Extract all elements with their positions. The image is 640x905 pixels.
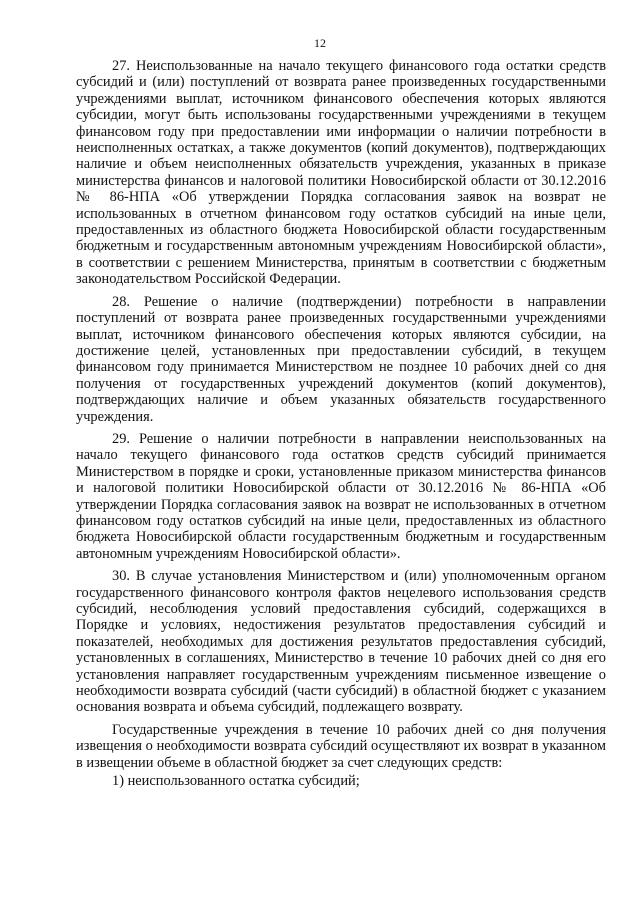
- list-item-1: 1) неиспользованного остатка субсидий;: [112, 773, 360, 790]
- paragraph-28: 28. Решение о наличие (подтверждении) потребности в направлении поступлений от возврата ранее произведенных государственными учреждениями выплат, источником финансового обеспечения которых являются субсидии, на достижение целей, установленных при предоставлении субсидий, в текущем финансовом году принимается Министерством не позднее 10 рабочих дней со дня получения от государственных учреждений документов (копий документов), подтверждающих наличие и объем указанных обязательств государственного учреждения.: [76, 293, 606, 425]
- page-number: 12: [314, 36, 326, 50]
- document-body: [76, 58, 606, 795]
- paragraph-29: 29. Решение о наличии потребности в направлении неиспользованных на начало текущего финансового года остатков средств субсидий принимается Министерством в порядке и сроки, установленные приказом министерства финансов и налоговой политики Новосибирской области от 30.12.2016 № 86-НПА «Об утверждении Порядка согласования заявок на возврат не использованных в отчетном финансовом году остатков субсидий на иные цели, предоставленных из областного бюджета Новосибирской области государственным бюджетным и государственным автономным учреждениям Новосибирской области».: [76, 430, 606, 562]
- paragraph-30: 30. В случае установления Министерством и (или) уполномоченным органом государственного финансового контроля фактов нецелевого использования средств субсидий, несоблюдения условий предоставления субсидий, содержащихся в Порядке и условиях, недостижения результатов предоставления субсидий и показателей, необходимых для достижения результатов предоставления субсидий, установленных в соглашениях, Министерство в течение 10 рабочих дней со дня его установления направляет государственным учреждениям письменное извещение о необходимости возврата субсидий (части субсидий) в областной бюджет с указанием основания возврата и объема субсидий, подлежащего возврату.: [76, 568, 606, 716]
- paragraph-return-terms: Государственные учреждения в течение 10 рабочих дней со дня получения извещения о необходимости возврата субсидий осуществляют их возврат в указанном в извещении объеме в областной бюджет за счет следующих средств:: [76, 721, 606, 771]
- paragraph-27: 27. Неиспользованные на начало текущего финансового года остатки средств субсидий и (или) поступлений от возврата ранее произведенных государственными учреждениями выплат, источником финансового обеспечения которых являются субсидии, могут быть использованы государственными учреждениями в текущем финансовом году при предоставлении ими информации о наличии потребности в неисполненных остатках, а также документов (копий документов), подтверждающих наличие и объем неисполненных обязательств учреждения, указанных в приказе министерства финансов и налоговой политики Новосибирской области от 30.12.2016 № 86-НПА «Об утверждении Порядка согласования заявок на возврат не использованных в отчетном финансовом году остатков субсидий на иные цели, предоставленных из областного бюджета Новосибирской области государственным бюджетным и государственным автономным учреждениям Новосибирской области», в соответствии с решением Министерства, принятым в соответствии с бюджетным законодательством Российской Федерации.: [76, 58, 606, 288]
